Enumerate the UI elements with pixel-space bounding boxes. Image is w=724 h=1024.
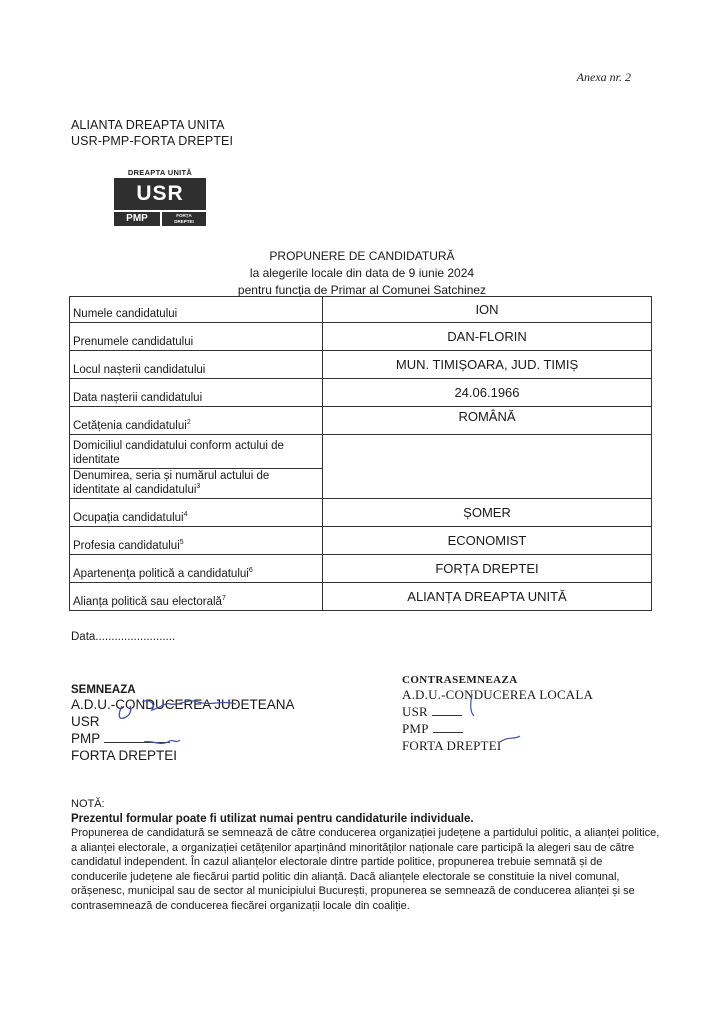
logo-top-text: DREAPTA UNITĂ — [127, 168, 193, 177]
note-heading: NOTĂ: — [71, 798, 105, 810]
candidate-birthplace: MUN. TIMIȘOARA, JUD. TIMIȘ — [323, 351, 652, 379]
party-members: USR-PMP-FORTA DREPTEI — [71, 134, 234, 148]
row-label: Cetățenia candidatului$^2$ — [70, 407, 323, 435]
candidate-profession: ECONOMIST — [323, 527, 652, 555]
signs-line-forta: FORTA DREPTEI — [71, 748, 178, 763]
row-label: Prenumele candidatului — [70, 323, 323, 351]
logo-forta-dreptei: FORȚA DREPTEI — [162, 212, 206, 226]
countersigns-heading: CONTRASEMNEAZA — [402, 674, 518, 686]
date-field: Data......................... — [71, 631, 176, 643]
candidate-domicile — [323, 435, 652, 499]
note-bold: Prezentul formular poate fi utilizat numai pentru candidaturile individuale. — [71, 812, 474, 825]
signs-line-pmp: PMP — [71, 730, 295, 747]
annex-label: Anexa nr. 2 — [576, 70, 631, 84]
candidate-table — [69, 296, 652, 611]
form-function: pentru funcția de Primar al Comunei Satchinez — [237, 283, 487, 297]
table-row — [70, 351, 652, 379]
form-subtitle: la alegerile locale din data de 9 iunie 2024 — [249, 266, 475, 280]
signs-line-usr: USR — [71, 714, 100, 729]
form-title: PROPUNERE DE CANDIDATURĂ — [269, 249, 455, 263]
signs-line-adu: A.D.U.-CONDUCEREA JUDETEANA — [71, 697, 295, 712]
table-row — [70, 527, 652, 555]
note-body: Propunerea de candidatură se semnează de către conducerea organizației județene a partidului politic, a alianței politice, a alianței electorale, a organizației cetățenilor aparținând minorităților naționale care participă la alegeri sau de către candidatul independent. În cazul alianțelor electorale dintre partide politice, propunerea trebuie semnată și de conducerile județene ale fiecărui partid politic din alianță. Dacă alianțele electorale se constituie la nivel comunal, orășenesc, municipal sau de sector al municipiului București, propunerea se semnează de conducerea alianței și se contrasemnează de conducerea fiecărei organizații locale din coaliție. — [71, 827, 660, 912]
row-label: Denumirea, seria și numărul actului de identitate al candidatului$^3$ — [70, 469, 323, 499]
row-label: Domiciliul candidatului conform actului de identitate — [70, 435, 323, 469]
table-row — [70, 435, 652, 469]
candidate-political-affiliation: FORȚA DREPTEI — [323, 555, 652, 583]
row-label: Numele candidatului — [70, 297, 323, 323]
row-label: Data nașterii candidatului — [70, 379, 323, 407]
footnote — [71, 797, 661, 913]
party-name: ALIANTA DREAPTA UNITA — [71, 118, 225, 132]
row-label: Ocupația candidatului$^4$ — [70, 499, 323, 527]
local-signature-image — [440, 682, 560, 762]
row-label: Apartenența politică a candidatului$^6$ — [70, 555, 323, 583]
candidate-birthdate: 24.06.1966 — [323, 379, 652, 407]
candidate-alliance: ALIANȚA DREAPTA UNITĂ — [323, 583, 652, 611]
table-row — [70, 323, 652, 351]
candidate-citizenship: ROMÂNĂ — [323, 407, 652, 435]
logo-usr: USR — [114, 178, 206, 210]
table-row — [70, 555, 652, 583]
table-row — [70, 499, 652, 527]
candidate-firstname: DAN-FLORIN — [323, 323, 652, 351]
county-signature-image — [60, 680, 320, 760]
candidate-occupation: ȘOMER — [323, 499, 652, 527]
logo-pmp: PMP — [114, 212, 160, 226]
row-label: Alianța politică sau electorală$^7$ — [70, 583, 323, 611]
table-row — [70, 583, 652, 611]
table-row — [70, 407, 652, 435]
row-label: Profesia candidatului$^5$ — [70, 527, 323, 555]
table-row — [70, 379, 652, 407]
countersigns-line-adu: A.D.U.-CONDUCEREA LOCALA — [402, 687, 594, 702]
row-label: Locul nașterii candidatului — [70, 351, 323, 379]
countersigns-line-forta: FORTA DREPTEI — [402, 738, 502, 753]
party-logo — [114, 168, 206, 226]
candidate-surname: ION — [323, 297, 652, 323]
signs-heading: SEMNEAZA — [71, 684, 136, 696]
table-row — [70, 297, 652, 323]
countersigns-line-pmp: PMP — [402, 720, 593, 737]
countersigns-line-usr: USR — [402, 703, 593, 720]
